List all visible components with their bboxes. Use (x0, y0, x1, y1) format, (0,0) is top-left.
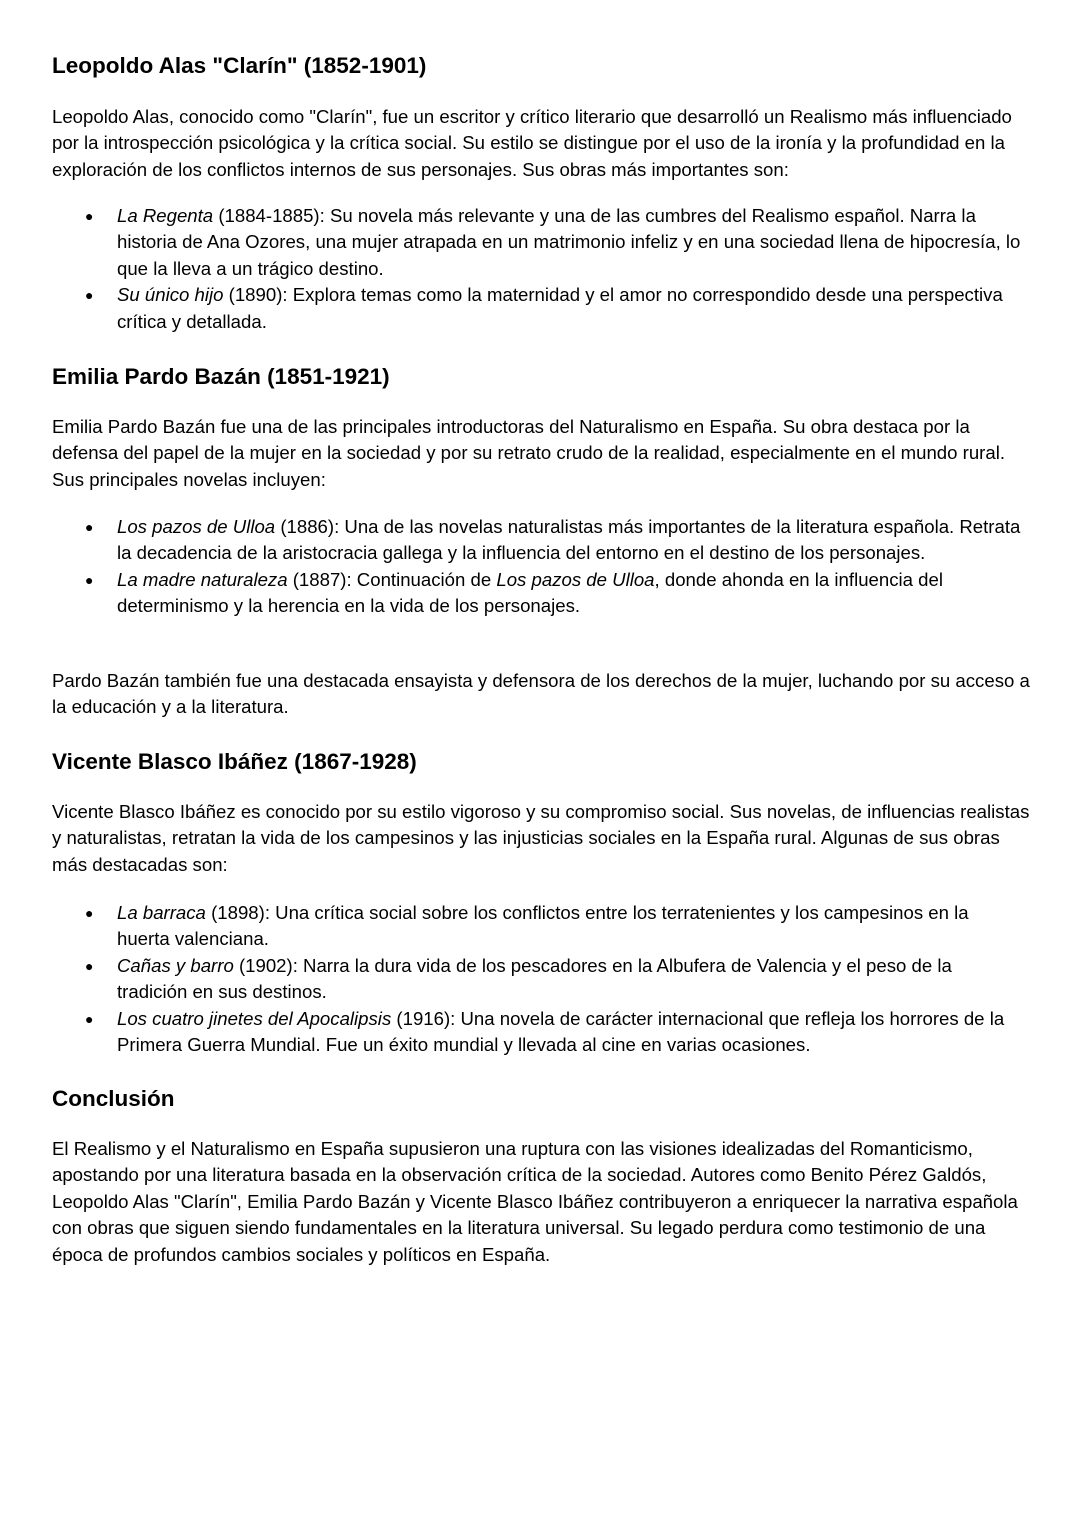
work-description-cont: , donde ahonda en la influencia del determinismo y la herencia en la vida de los personajes. (117, 568, 943, 617)
work-description: (1884-1885): Su novela más relevante y una de las cumbres del Realismo español. Narra la historia de Ana Ozores, una mujer atrapada en un matrimonio infeliz y en una sociedad llena de hipocresía, lo que la lleva a un trágico destino. (117, 205, 1021, 279)
list-item (52, 1006, 1022, 1059)
bullet-icon: ● (85, 571, 94, 588)
bullet-icon: ● (85, 957, 94, 974)
bullet-icon: ● (85, 519, 94, 535)
section-intro-pardo-bazan: Emilia Pardo Bazán fue una de las principales introductoras del Naturalismo en España. Su obra destaca por la defensa del papel de la mujer en la sociedad y por su retrato crudo de la realidad, especialmente en el mundo rural. Sus principales novelas incluyen: (52, 416, 1005, 490)
work-description: (1898): Una crítica social sobre los conflictos entre los terratenientes y los campesinos en la huerta valenciana. (117, 902, 969, 950)
bullet-icon: ● (85, 287, 94, 304)
work-description: (1886): Una de las novelas naturalistas más importantes de la literatura española. Retrata la decadencia de la aristocracia gallega y la influencia del entorno en el destino de los personajes. (117, 516, 1021, 564)
bullet-icon: ● (85, 208, 94, 224)
section-outro-pardo-bazan: Pardo Bazán también fue una destacada ensayista y defensora de los derechos de la mujer, luchando por su acceso a la educación y a la literatura. (52, 670, 1030, 718)
work-description: (1890): Explora temas como la maternidad y el amor no correspondido desde una perspectiva crítica y detallada. (117, 284, 1003, 332)
section-heading-pardo-bazan: Emilia Pardo Bazán (1851-1921) (52, 364, 390, 389)
list-item (52, 203, 1022, 282)
work-title: La Regenta (117, 205, 214, 226)
section-intro-blasco-ibanez: Vicente Blasco Ibáñez es conocido por su estilo vigoroso y su compromiso social. Sus novelas, de influencias realistas y naturalistas, retratan la vida de los campesinos y las injusticias sociales en la España rural. Algunas de sus obras más destacadas son: (52, 801, 1030, 875)
work-title: Su único hijo (117, 284, 224, 306)
work-title-reference: Los pazos de Ulloa (496, 568, 655, 590)
bullet-icon: ● (85, 905, 94, 921)
list-item (52, 953, 1022, 1006)
section-body-conclusion: El Realismo y el Naturalismo en España supusieron una ruptura con las visiones idealizadas del Romanticismo, apostando por una literatura basada en la observación crítica de la sociedad. Autores como Benito Pérez Galdós, Leopoldo Alas "Clarín", Emilia Pardo Bazán y Vicente Blasco Ibáñez contribuyeron a enriquecer la narrativa española con obras que siguen siendo fundamentales en la literatura universal. Su legado perdura como testimonio de una época de profundos cambios sociales y políticos en España. (52, 1138, 1018, 1265)
bullet-icon: ● (85, 1010, 94, 1027)
section-heading-conclusion: Conclusión (52, 1086, 175, 1111)
work-title: Los cuatro jinetes del Apocalipsis (117, 1007, 392, 1029)
list-item (52, 567, 1022, 620)
list-item (52, 282, 1022, 335)
work-title: La barraca (117, 902, 206, 923)
section-heading-clarin: Leopoldo Alas "Clarín" (1852-1901) (52, 53, 427, 78)
section-intro-clarin: Leopoldo Alas, conocido como "Clarín", fue un escritor y crítico literario que desarrolló un Realismo más influenciado por la introspección psicológica y la crítica social. Su estilo se distingue por el uso de la ironía y la profundidad en la exploración de los conflictos internos de sus personajes. Sus obras más importantes son: (52, 106, 1012, 180)
work-description: (1902): Narra la dura vida de los pescadores en la Albufera de Valencia y el peso de la tradición en sus destinos. (117, 954, 952, 1003)
works-list-pardo-bazan (52, 514, 1042, 620)
list-item (52, 514, 1022, 567)
list-item (52, 900, 1022, 953)
work-description: (1916): Una novela de carácter internacional que refleja los horrores de la Primera Guerra Mundial. Fue un éxito mundial y llevada al cine en varias ocasiones. (117, 1007, 1005, 1056)
section-heading-blasco-ibanez: Vicente Blasco Ibáñez (1867-1928) (52, 749, 417, 774)
work-description: (1887): Continuación de (287, 568, 497, 590)
work-title: La madre naturaleza (117, 568, 288, 590)
works-list-clarin (52, 203, 1042, 335)
work-title: Los pazos de Ulloa (117, 516, 276, 537)
works-list-blasco-ibanez (52, 900, 1042, 1058)
work-title: Cañas y barro (117, 954, 234, 976)
